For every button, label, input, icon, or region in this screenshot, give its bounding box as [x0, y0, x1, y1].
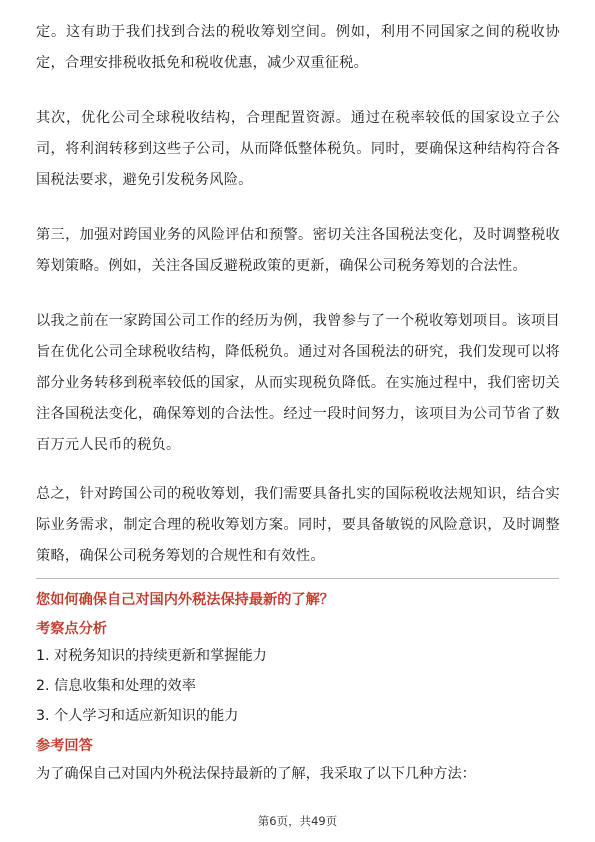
page-number: 第6页，共49页: [257, 814, 338, 828]
answer-heading: 参考回答: [36, 738, 93, 754]
paragraph-experience-example: 以我之前在一家跨国公司工作的经历为例，我曾参与了一个税收筹划项目。该项目旨在优化公司全球税收结构，降低税负。通过对各国税法的研究，我们发现可以将部分业务转移到税率较低的国家，从而实现税负降低。在实施过程中，我们密切关注各国税法变化，确保筹划的合法性。经过一段时间努力，该项目为公司节省了数百万元人民币的税负。: [36, 313, 560, 453]
section-divider: [36, 578, 559, 579]
answer-intro: 为了确保自己对国内外税法保持最新的了解，我采取了以下几种方法：: [36, 766, 476, 782]
analysis-heading: 考察点分析: [36, 621, 107, 637]
analysis-list: [36, 641, 267, 731]
list-item: 1. 对税务知识的持续更新和掌握能力: [36, 648, 267, 664]
list-item: 2. 信息收集和处理的效率: [36, 678, 196, 694]
question-heading: 您如何确保自己对国内外税法保持最新的了解？: [36, 592, 334, 608]
paragraph-tax-treaty: 定。这有助于我们找到合法的税收筹划空间。例如，利用不同国家之间的税收协定，合理安排税收抵免和税收优惠，减少双重征税。: [36, 24, 560, 71]
list-item: 3. 个人学习和适应新知识的能力: [36, 708, 239, 724]
paragraph-global-structure: 其次，优化公司全球税收结构，合理配置资源。通过在税率较低的国家设立子公司，将利润转移到这些子公司，从而降低整体税负。同时，要确保这种结构符合各国税法要求，避免引发税务风险。: [36, 110, 560, 188]
paragraph-risk-assessment: 第三，加强对跨国业务的风险评估和预警。密切关注各国税法变化，及时调整税收筹划策略。例如，关注各国反避税政策的更新，确保公司税务筹划的合法性。: [36, 227, 560, 274]
paragraph-summary: 总之，针对跨国公司的税收筹划，我们需要具备扎实的国际税收法规知识，结合实际业务需求，制定合理的税收筹划方案。同时，要具备敏锐的风险意识，及时调整策略，确保公司税务筹划的合规性和有效性。: [36, 486, 560, 564]
